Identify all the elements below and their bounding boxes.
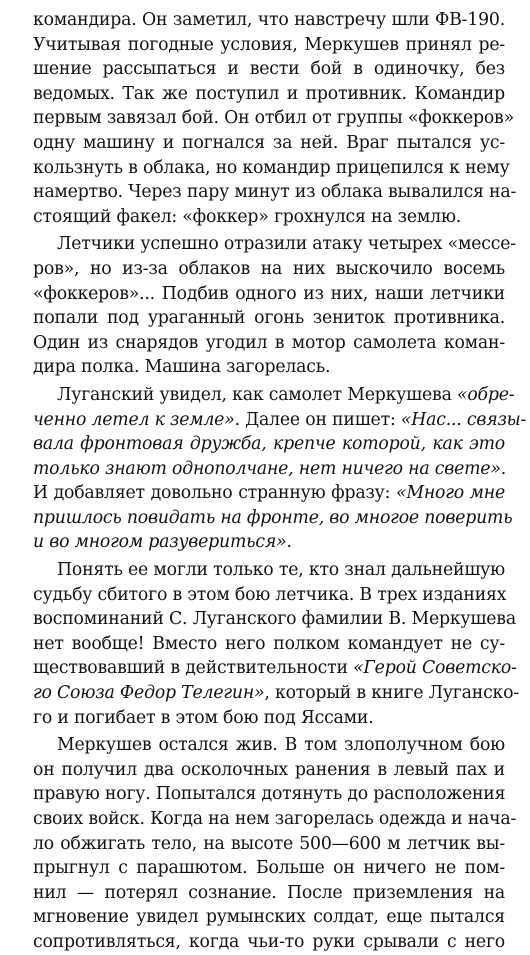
text-line	[33, 205, 505, 230]
text-run: кользнуть в облака, но командир прицепился к нему	[33, 157, 510, 178]
text-run: стоящий факел: «фоккер» грохнулся на землю.	[33, 206, 462, 227]
text-run: Учитывая погодные условия, Меркушев принял ре-	[33, 34, 505, 55]
text-line	[33, 481, 505, 506]
text-run: И добавляет довольно странную фразу:	[33, 483, 396, 504]
text-run: мгновение увидел румынских солдат, еще пытался	[33, 907, 505, 928]
text-run: намертво. Через пару минут из облака вывалился на-	[33, 182, 517, 203]
text-line	[33, 807, 517, 832]
text-line	[33, 832, 505, 857]
text-run: Меркушев остался жив. В том злополучном бою	[57, 735, 505, 756]
paragraph	[33, 558, 519, 730]
text-line	[33, 33, 505, 58]
text-run: одну машину и погнался за ней. Враг пытался ус-	[33, 132, 505, 153]
text-run: , который в книге Луганско-	[264, 683, 519, 704]
text-run: дира полка. Машина загорелась.	[33, 357, 331, 378]
text-line	[33, 782, 505, 807]
text-line	[33, 57, 505, 82]
text-line	[33, 856, 505, 881]
text-line	[33, 881, 505, 906]
italic-quote: пришлось повидать на фронте, во многое поверить	[33, 507, 513, 528]
text-run: ло обжигать тело, на высоте 500—600 м летчик вы-	[33, 833, 505, 854]
italic-quote: вала фронтовая дружба, крепче которой, как это	[33, 434, 505, 455]
text-line	[33, 506, 513, 531]
text-line	[33, 282, 505, 307]
text-line	[33, 558, 505, 583]
text-run: го и погибает в этом бою под Яссами.	[33, 707, 374, 728]
text-line	[33, 930, 505, 955]
text-line	[33, 257, 505, 282]
text-run: Понять ее могли только те, кто знал дальнейшую	[57, 560, 505, 581]
text-run: прыгнул с парашютом. Больше он ничего не пом-	[33, 858, 505, 879]
text-run: Луганский увидел, как самолет Меркушева	[57, 384, 457, 405]
text-line	[33, 457, 505, 482]
text-run: .	[286, 532, 292, 553]
text-line	[33, 706, 505, 731]
text-run: Один из снарядов угодил в мотор самолета коман-	[33, 332, 505, 353]
text-line	[33, 656, 517, 681]
text-run: правую ногу. Попытался дотянуть до расположения	[33, 784, 506, 805]
text-line	[33, 131, 505, 156]
text-run: Летчики успешно отразили атаку четырех «мессе-	[57, 234, 516, 255]
text-run: . Далее он пишет:	[234, 409, 401, 430]
text-line	[33, 607, 516, 632]
text-run: сопротивляться, когда чьи-то руки срывали с него	[33, 931, 505, 952]
text-run: попали под ураганный огонь зениток противника.	[33, 308, 505, 329]
text-line	[33, 383, 515, 408]
text-line	[33, 106, 514, 131]
text-run: «фоккеров»... Подбив одного из них, наши летчики	[33, 283, 505, 304]
text-line	[33, 583, 505, 608]
paragraph	[33, 8, 517, 229]
text-run: ведомых. Так же поступил и противник. Командир	[33, 83, 505, 104]
text-line	[33, 681, 519, 706]
text-run: нет вообще! Вместо него полком командует не су-	[33, 633, 505, 654]
paragraph	[33, 232, 516, 380]
text-run: первым завязал бой. Он отбил от группы «фоккеров»	[33, 108, 514, 129]
text-run: воспоминаний С. Луганского фамилии В. Меркушева	[33, 609, 516, 630]
text-line	[33, 408, 527, 433]
paragraph	[33, 383, 527, 555]
text-line	[33, 8, 505, 33]
text-line	[33, 355, 505, 380]
text-run: судьбу сбитого в этом бою летчика. В трех изданиях	[33, 584, 507, 605]
text-run: командира. Он заметил, что навстречу шли ФВ-190.	[33, 10, 505, 30]
text-line	[33, 331, 505, 356]
text-run: ществовавший в действительности	[33, 658, 354, 679]
italic-quote: и во многом разувериться»	[33, 532, 287, 553]
italic-quote: го Союза Федор Телегин»	[33, 683, 265, 704]
text-run: нил — потерял сознание. После приземления на	[33, 882, 505, 903]
text-line	[33, 232, 516, 257]
italic-quote: только знают однополчане, нет ничего на свете»	[33, 458, 501, 479]
text-line	[33, 530, 505, 555]
text-run: он получил два осколочных ранения в левый пах и	[33, 759, 505, 780]
text-run: своих войск. Когда на нем загорелась одежда и нача-	[33, 809, 517, 829]
text-line	[33, 306, 505, 331]
text-run: ров», но из-за облаков на них выскочило восемь	[33, 258, 505, 279]
text-run: .	[500, 458, 506, 479]
text-line	[33, 156, 510, 181]
text-line	[33, 432, 505, 457]
italic-quote: «Много мне	[395, 483, 505, 504]
text-line	[33, 632, 505, 657]
text-line	[33, 733, 505, 758]
text-line	[33, 180, 517, 205]
italic-quote: ченно летел к земле»	[33, 409, 235, 430]
text-run: шение рассыпаться и вести бой в одиночку, без	[33, 59, 505, 80]
book-page	[33, 8, 527, 955]
italic-quote: «Нас... связы-	[400, 409, 527, 430]
italic-quote: «обре-	[456, 384, 515, 405]
paragraph	[33, 733, 517, 954]
text-line	[33, 82, 505, 107]
text-line	[33, 758, 505, 783]
text-line	[33, 905, 505, 930]
italic-quote: «Герой Советско-	[353, 658, 517, 679]
